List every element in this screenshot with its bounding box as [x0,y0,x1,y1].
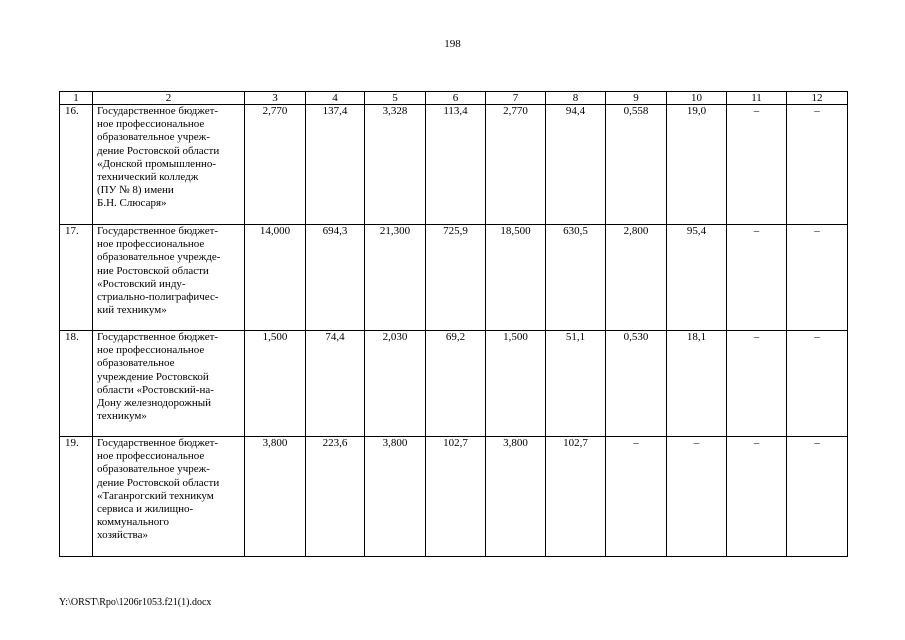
row-number: 19. [60,437,93,557]
value-cell: 69,2 [426,331,486,437]
value-cell: 2,770 [486,105,546,225]
row-number: 18. [60,331,93,437]
value-cell: 102,7 [546,437,606,557]
value-cell: – [667,437,727,557]
value-cell: 3,328 [365,105,426,225]
value-cell: 18,1 [667,331,727,437]
header-cell: 5 [365,92,426,105]
value-cell: 630,5 [546,225,606,331]
value-cell: 0,530 [606,331,667,437]
value-cell: 94,4 [546,105,606,225]
header-row [60,92,848,105]
value-cell: 3,800 [365,437,426,557]
header-cell: 1 [60,92,93,105]
value-cell: 2,030 [365,331,426,437]
value-cell: 18,500 [486,225,546,331]
value-cell: – [787,105,848,225]
value-cell: 1,500 [245,331,306,437]
value-cell: – [787,437,848,557]
header-cell: 6 [426,92,486,105]
header-cell: 9 [606,92,667,105]
value-cell: 102,7 [426,437,486,557]
header-cell: 3 [245,92,306,105]
row-number: 17. [60,225,93,331]
institution-name: Государственное бюджет- ное профессиональное образовательное учреж- дение Ростовской области «Таганрогский техникум сервиса и жилищно- коммунального хозяйства» [93,437,245,557]
header-cell: 2 [93,92,245,105]
value-cell: 113,4 [426,105,486,225]
value-cell: 0,558 [606,105,667,225]
header-cell: 10 [667,92,727,105]
file-path-footer: Y:\ORST\Rpo\1206r1053.f21(1).docx [59,597,212,608]
value-cell: – [787,225,848,331]
value-cell: 51,1 [546,331,606,437]
data-table [59,91,848,557]
table-row [60,105,848,225]
value-cell: 3,800 [486,437,546,557]
header-cell: 12 [787,92,848,105]
value-cell: – [727,437,787,557]
value-cell: 3,800 [245,437,306,557]
institution-name: Государственное бюджет- ное профессиональное образовательное учрежде- ние Ростовской области «Ростовский инду- стриально-полиграфичес- кий техникум» [93,225,245,331]
value-cell: – [787,331,848,437]
value-cell: 95,4 [667,225,727,331]
value-cell: – [727,105,787,225]
value-cell: – [727,331,787,437]
table-row [60,225,848,331]
header-cell: 7 [486,92,546,105]
value-cell: 223,6 [306,437,365,557]
table-row [60,331,848,437]
value-cell: 19,0 [667,105,727,225]
row-number: 16. [60,105,93,225]
value-cell: 14,000 [245,225,306,331]
header-cell: 4 [306,92,365,105]
value-cell: 21,300 [365,225,426,331]
page-number: 198 [444,38,461,50]
table-row [60,437,848,557]
value-cell: 2,770 [245,105,306,225]
value-cell: 74,4 [306,331,365,437]
value-cell: – [606,437,667,557]
value-cell: 1,500 [486,331,546,437]
value-cell: 725,9 [426,225,486,331]
value-cell: 137,4 [306,105,365,225]
value-cell: 694,3 [306,225,365,331]
header-cell: 8 [546,92,606,105]
value-cell: – [727,225,787,331]
header-cell: 11 [727,92,787,105]
institution-name: Государственное бюджет- ное профессиональное образовательное учреждение Ростовской области «Ростовский-на- Дону железнодорожный техникум» [93,331,245,437]
value-cell: 2,800 [606,225,667,331]
institution-name: Государственное бюджет- ное профессиональное образовательное учреж- дение Ростовской области «Донской промышленно- технический колледж (ПУ № 8) имени Б.Н. Слюсаря» [93,105,245,225]
